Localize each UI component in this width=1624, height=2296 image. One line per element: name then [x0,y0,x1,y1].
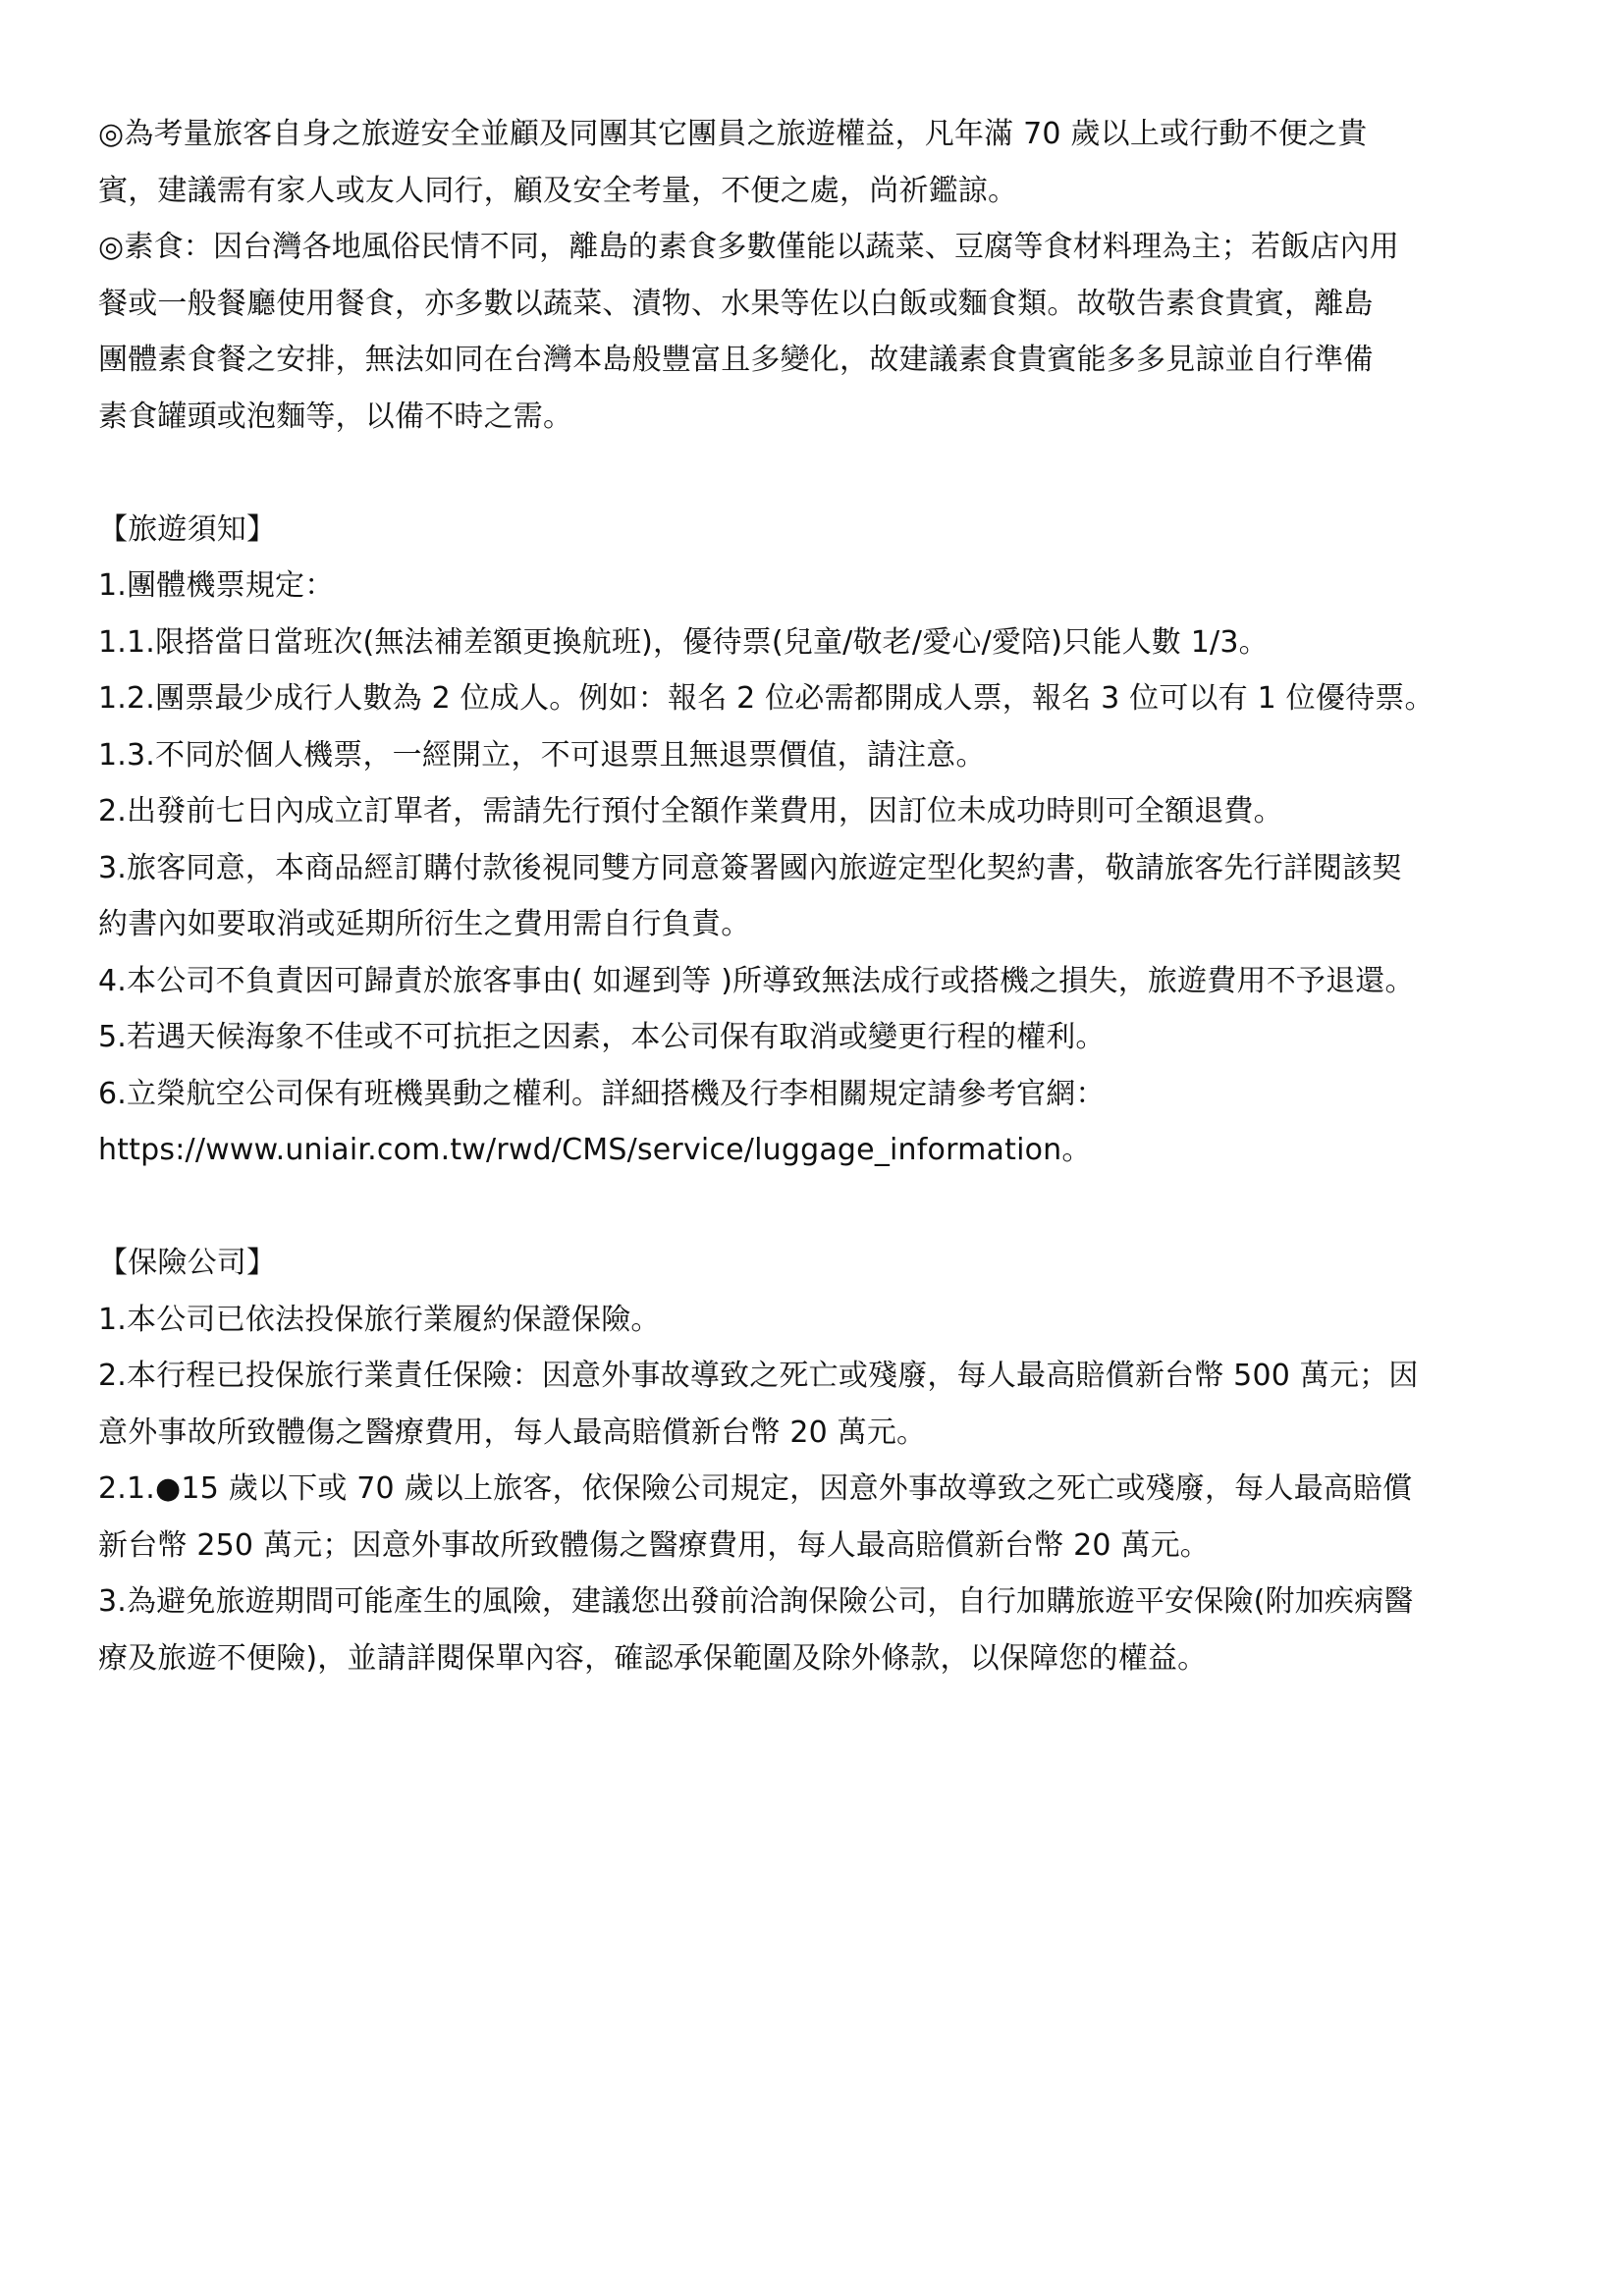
travel-notice-line: 4.本公司不負責因可歸責於旅客事由( 如遲到等 )所導致無法成行或搭機之損失，旅遊費用不予退還。 [98,963,1415,998]
notes-line: 餐或一般餐廳使用餐食，亦多數以蔬菜、漬物、水果等佐以白飯或麵食類。故敬告素食貴賓，離島 [98,286,1374,321]
notes-line: 素食罐頭或泡麵等，以備不時之需。 [98,399,573,434]
notes-line: 賓，建議需有家人或友人同行，顧及安全考量，不便之處，尚祈鑑諒。 [98,173,1018,208]
travel-notice-line: 1.1.限搭當日當班次(無法補差額更換航班)，優待票(兒童/敬老/愛心/愛陪)只能人數 1/3。 [98,624,1269,660]
notes-line: ◎素食：因台灣各地風俗民情不同，離島的素食多數僅能以蔬菜、豆腐等食材料理為主；若飯店內用 [98,230,1399,264]
insurance-line: 2.1.●15 歲以下或 70 歲以上旅客，依保險公司規定，因意外事故導致之死亡或殘廢，每人最高賠償 [98,1471,1413,1506]
travel-notice-line: 3.旅客同意，本商品經訂購付款後視同雙方同意簽署國內旅遊定型化契約書，敬請旅客先行詳閱該契 [98,850,1402,885]
travel-notice-line: 5.若遇天候海象不佳或不可抗拒之因素，本公司保有取消或變更行程的權利。 [98,1020,1106,1054]
insurance-line: 意外事故所致體傷之醫療費用，每人最高賠償新台幣 20 萬元。 [98,1415,927,1450]
travel-notice-section [98,502,1542,1179]
insurance-heading: 【保險公司】 [98,1246,277,1280]
document-page [98,106,1542,1686]
notes-section [98,106,1542,445]
insurance-line: 新台幣 250 萬元；因意外事故所致體傷之醫療費用，每人最高賠償新台幣 20 萬元。 [98,1527,1210,1563]
travel-notice-line: 約書內如要取消或延期所衍生之費用需自行負責。 [98,907,751,941]
insurance-line: 1.本公司已依法投保旅行業履約保證保險。 [98,1302,661,1337]
travel-notice-line: 6.立榮航空公司保有班機異動之權利。詳細搭機及行李相關規定請參考官網： [98,1076,1106,1111]
insurance-section [98,1235,1542,1686]
travel-notice-line: 2.出發前七日內成立訂單者，需請先行預付全額作業費用，因訂位未成功時則可全額退費。 [98,794,1283,828]
notes-line: 團體素食餐之安排，無法如同在台灣本島般豐富且多變化，故建議素食貴賓能多多見諒並自行準備 [98,343,1374,377]
notes-line: ◎為考量旅客自身之旅遊安全並顧及同團其它團員之旅遊權益，凡年滿 70 歲以上或行動不便之貴 [98,117,1368,151]
travel-notice-line: 1.2.團票最少成行人數為 2 位成人。例如：報名 2 位必需都開成人票，報名 3 位可以有 1 位優待票。 [98,681,1435,716]
section-gap [98,1179,1542,1236]
insurance-line: 療及旅遊不便險)，並請詳閱保單內容，確認承保範圍及除外條款，以保障您的權益。 [98,1640,1208,1676]
insurance-line: 2.本行程已投保旅行業責任保險：因意外事故導致之死亡或殘廢，每人最高賠償新台幣 500 萬元；因 [98,1359,1419,1393]
insurance-line: 3.為避免旅遊期間可能產生的風險，建議您出發前洽詢保險公司，自行加購旅遊平安保險(附加疾病醫 [98,1584,1414,1619]
travel-notice-line: 1.團體機票規定： [98,568,335,603]
uniair-luggage-link: https://www.uniair.com.tw/rwd/CMS/service/luggage_information。 [98,1133,1092,1167]
travel-notice-heading: 【旅遊須知】 [98,511,277,547]
travel-notice-line: 1.3.不同於個人機票，一經開立，不可退票且無退票價值，請注意。 [98,737,986,773]
section-gap [98,445,1542,502]
